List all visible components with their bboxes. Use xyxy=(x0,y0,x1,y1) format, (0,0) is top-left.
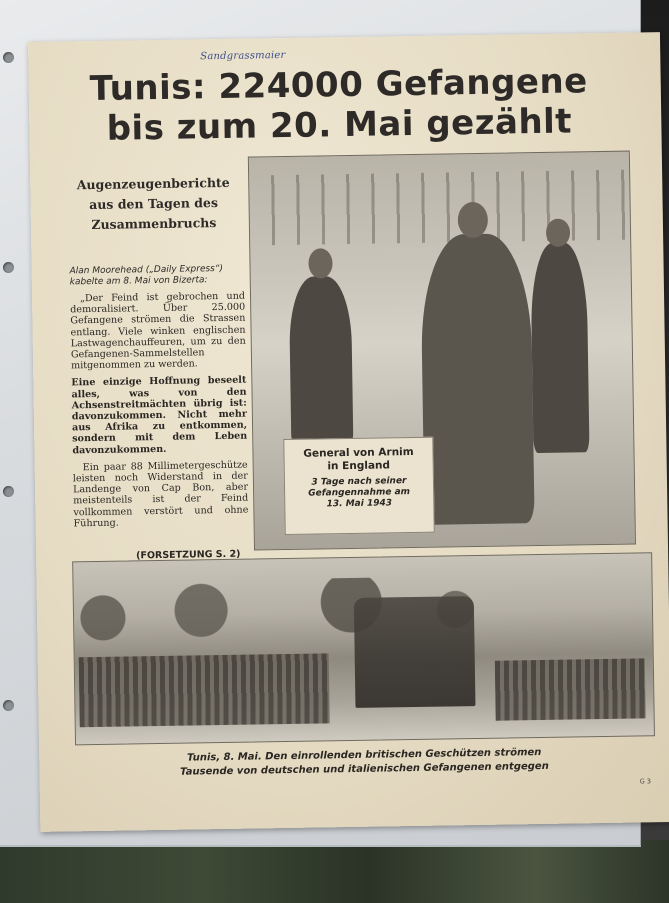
headline xyxy=(58,61,619,150)
photo-fence xyxy=(249,170,630,246)
punch-hole xyxy=(3,262,14,273)
handwritten-annotation: Sandgrassmaier xyxy=(200,49,286,63)
headline-line-2: bis zum 20. Mai gezählt xyxy=(106,101,573,149)
subhead-line-2: aus den Tagen des xyxy=(89,195,219,213)
photo-prisoners-tunis xyxy=(72,552,655,745)
photo-figure xyxy=(530,242,589,453)
photo-figure-head xyxy=(308,248,332,278)
subhead-line-1: Augenzeugenberichte xyxy=(76,174,230,193)
subheadline xyxy=(68,173,239,236)
dateline-line-1: Alan Moorehead („Daily Express“) xyxy=(69,263,224,277)
article-paragraph: Ein paar 88 Millimetergeschütze leisten noch Widerstand in der Landenge von Cap Bon, aber meistenteils ist der Feind vollkommen verstört und ohne Führung. xyxy=(72,459,249,530)
bottom-caption-line-1: Tunis, 8. Mai. Den einrollenden britischen Geschützen strömen xyxy=(187,747,542,764)
photo-figure xyxy=(289,276,354,447)
article-paragraph: „Der Feind ist gebrochen und demoralisiert. Über 25.000 Gefangene strömen die Strassen entlang. Viele winken englischen Lastwagenchauffeuren, um zu den Gefangenen-Sammelstellen mitgenommen zu werden. xyxy=(70,290,246,372)
bottom-photo-caption xyxy=(75,744,653,781)
punch-hole xyxy=(3,52,14,63)
punch-hole xyxy=(3,700,14,711)
dateline-line-2: kabelte am 8. Mai von Bizerta: xyxy=(69,275,208,288)
punch-hole xyxy=(3,486,14,497)
photo-crowd xyxy=(495,658,646,720)
margin-code: G 3 xyxy=(639,777,652,786)
dateline xyxy=(70,264,242,289)
photo-caption-title-line-1: General von Arnim xyxy=(303,445,414,460)
photo-caption-title xyxy=(284,446,432,474)
article-paragraph-bold: Eine einzige Hoffnung beseelt alles, was von den Achsenstreitmächten übrig ist: davonzukommen. Nicht mehr aus Afrika zu entkommen, sondern mit dem Leben davonzukommen. xyxy=(71,375,248,456)
photo-caption-box xyxy=(283,437,434,535)
bottom-caption-line-2: Tausende von deutschen und italienischen Gefangenen entgegen xyxy=(180,760,549,778)
article-body xyxy=(70,291,249,536)
continuation-note: (FORSETZUNG S. 2) xyxy=(135,548,241,562)
photo-truck xyxy=(354,596,476,708)
photo-caption-line-3: 13. Mai 1943 xyxy=(326,498,393,510)
photo-caption-text xyxy=(285,476,434,511)
photo-caption-line-2: Gefangennahme am xyxy=(308,487,411,499)
photo-caption-line-1: 3 Tage nach seiner xyxy=(311,476,407,488)
headline-line-1: Tunis: 224000 Gefangene xyxy=(89,61,589,110)
photo-general-von-arnim xyxy=(248,151,636,551)
subhead-line-3: Zusammenbruchs xyxy=(91,215,217,233)
photo-caption-title-line-2: in England xyxy=(327,459,391,473)
photo-crowd xyxy=(79,653,330,727)
photo-figure xyxy=(420,233,535,525)
newspaper-clipping xyxy=(28,32,669,832)
